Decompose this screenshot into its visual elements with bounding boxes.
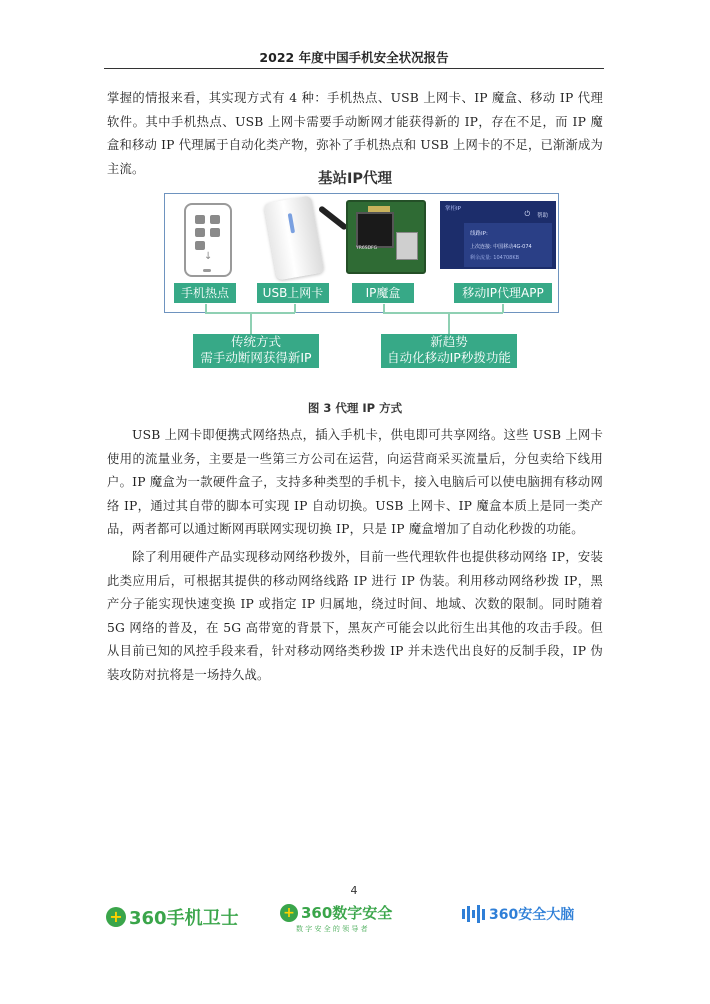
app-traffic: 剩余流量: 104708KB xyxy=(470,255,520,261)
figure-title: 基站IP代理 xyxy=(317,171,393,187)
sound-wave-icon xyxy=(462,905,485,923)
logo-360-security-brain xyxy=(462,904,574,924)
phone-icon: ↓ xyxy=(184,203,232,277)
logo-360-mobile-guard xyxy=(106,904,239,930)
logo-360-security-brain-text: 360安全大脑 xyxy=(489,907,575,923)
new-trend-box xyxy=(381,334,517,368)
connector-right-drop xyxy=(448,312,450,334)
label-phone-hotspot: 手机热点 xyxy=(174,283,236,303)
label-proxy-app: 移动IP代理APP xyxy=(454,283,552,303)
proxy-app-screenshot xyxy=(440,201,556,269)
logo-360-digital-security xyxy=(280,902,392,934)
plus-circle-icon: + xyxy=(280,904,298,922)
logo-tagline: 数 字 安 全 的 领 导 者 xyxy=(296,925,368,933)
app-last-conn: 上次连接: 中国移动4G-074 xyxy=(470,244,532,250)
logo-360-mobile-guard-text: 360手机卫士 xyxy=(129,908,239,929)
traditional-line1: 传统方式 xyxy=(230,334,281,349)
plus-circle-icon: + xyxy=(106,907,126,927)
power-icon: ⏻ xyxy=(524,210,530,218)
traditional-line2: 需手动断网获得新IP xyxy=(200,350,312,365)
app-name: 掌柜IP xyxy=(445,206,461,212)
connector-right-tick-a xyxy=(383,304,385,313)
page-number: 4 xyxy=(350,884,358,897)
header-rule xyxy=(104,68,604,69)
paragraph-1: 掌握的情报来看，其实现方式有 4 种：手机热点、USB 上网卡、IP 魔盒、移动 IP 代理软件。其中手机热点、USB 上网卡需要手动断网才能获得新的 IP，存在不足，而 IP 魔盒和移动 IP 代理属于自动化类产物，弥补了手机热点和 USB 上网卡的不足，已渐渐成为主流。 xyxy=(107,91,603,176)
trend-line2: 自动化移动IP秒拨功能 xyxy=(387,350,511,365)
connector-left-drop xyxy=(250,312,252,334)
ip-box-board-image xyxy=(346,200,426,274)
app-help-text: 帮助 xyxy=(536,213,548,219)
label-ip-box: IP魔盒 xyxy=(352,283,414,303)
app-line-label: 线路IP: xyxy=(470,231,488,237)
board-chip-text: YR6SDFG xyxy=(356,246,378,251)
logo-360-digital-security-text: 360数字安全 xyxy=(301,904,393,922)
connector-left-tick-b xyxy=(294,304,296,313)
figure-caption: 图 3 代理 IP 方式 xyxy=(307,401,403,415)
connector-right xyxy=(383,312,503,314)
trend-line1: 新趋势 xyxy=(430,334,468,349)
page-header: 2022 年度中国手机安全状况报告 xyxy=(259,50,449,65)
label-usb-modem: USB上网卡 xyxy=(257,283,329,303)
traditional-method-box xyxy=(193,334,319,368)
paragraph-3: 除了利用硬件产品实现移动网络秒拨外，目前一些代理软件也提供移动网络 IP，安装此类应用后，可根据其提供的移动网络线路 IP 进行 IP 伪装。利用移动网络秒拨 IP，黑产分子能实现快速变换 IP 或指定 IP 归属地，绕过时间、地域、次数的限制。同时随着 5G 网络的普及，在 5G 高带宽的背景下，黑灰产可能会以此衍生出其他的攻击手段。但从目前已知的风控手段来看，针对移动网络类秒拨 IP 并未迭代出良好的反制手段，IP 伪装攻防对抗将是一场持久战。 xyxy=(107,550,603,682)
paragraph-2: USB 上网卡即便携式网络热点，插入手机卡，供电即可共享网络。这些 USB 上网卡使用的流量业务，主要是一些第三方公司在运营，向运营商采买流量后，分包卖给下线用户。IP 魔盒为一款硬件盒子，支持多种类型的手机卡，接入电脑后可以使电脑拥有移动网络 IP，通过其自带的脚本可实现 IP 自动切换。USB 上网卡、IP 魔盒本质上是同一类产品，两者都可以通过断网再联网实现切换 IP，只是 IP 魔盒增加了自动化秒拨的功能。 xyxy=(107,428,603,536)
connector-right-tick-b xyxy=(502,304,504,313)
connector-left-tick-a xyxy=(205,304,207,313)
